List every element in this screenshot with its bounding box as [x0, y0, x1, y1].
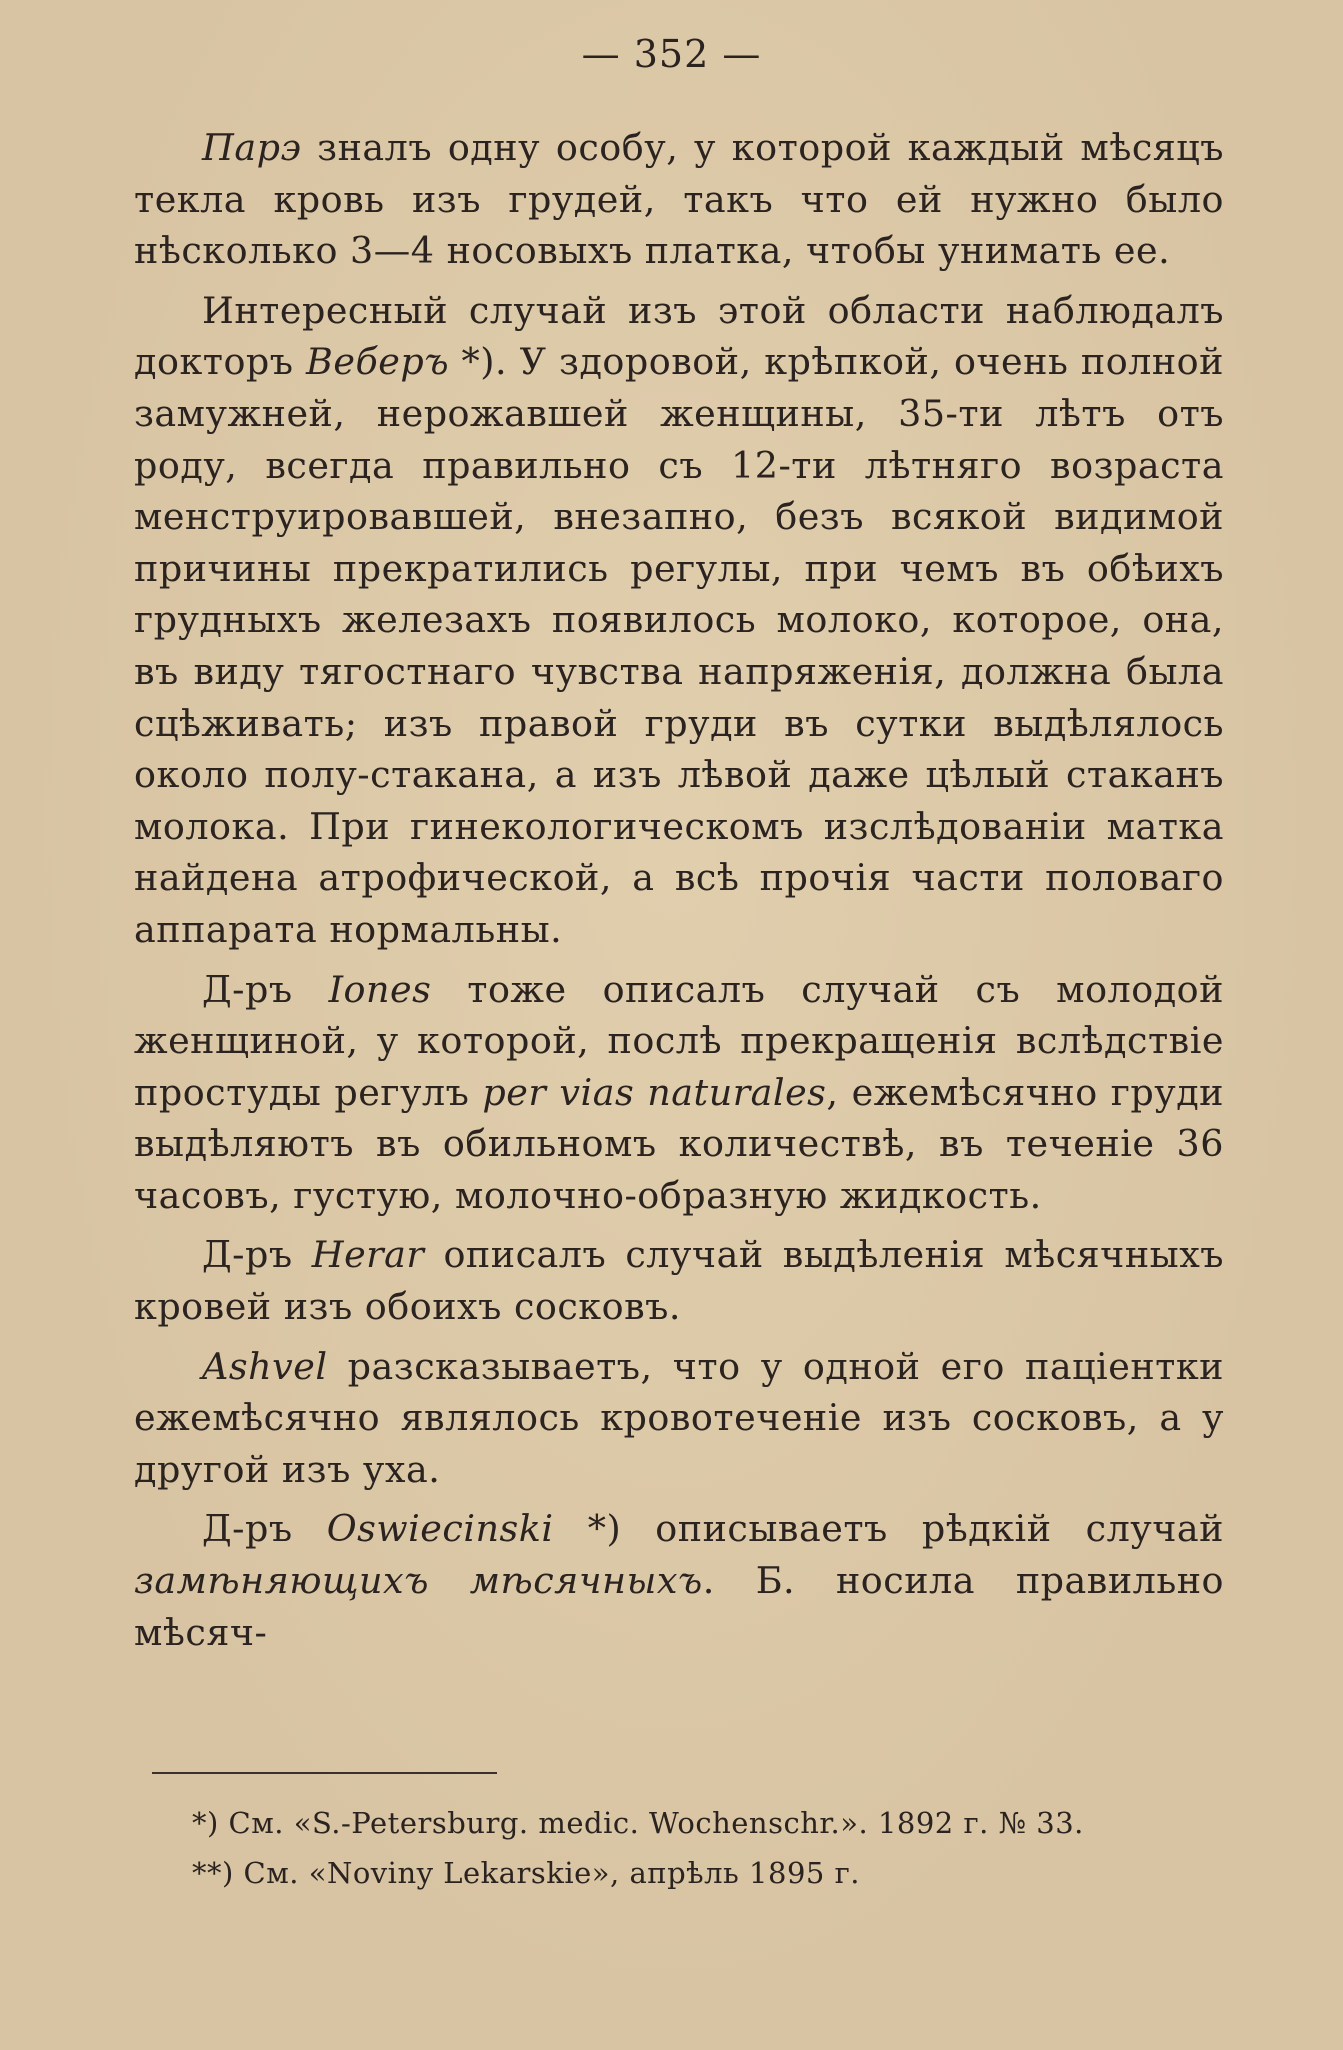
paragraph-text: тоже описалъ случай съ молодой женщиной, у которой, послѣ прекращенія вслѣдствіе простуды регулъ — [134, 967, 1224, 1114]
paragraph-text: описалъ случай выдѣленія мѣсячныхъ кровей изъ обоихъ сосковъ. — [134, 1233, 1225, 1329]
paragraph-text: Интересный случай изъ этой области наблюдалъ докторъ — [134, 288, 1224, 384]
paragraph-text: Д-ръ — [202, 1233, 312, 1277]
latin-phrase: per vias naturales — [482, 1070, 827, 1114]
author-name: Iones — [328, 967, 432, 1011]
paragraph-jones — [134, 964, 1224, 1222]
author-name: Oswiecinski — [326, 1507, 554, 1551]
author-name: Веберъ — [306, 340, 450, 384]
paragraph-text: разсказываетъ, что у одной его паціентки ежемѣсячно являлось кровотеченіе изъ сосковъ, а у другой изъ уха. — [134, 1344, 1224, 1491]
paragraph-pare — [134, 122, 1224, 277]
paragraph-text: *). У здоровой, крѣпкой, очень полной замужней, нерожавшей женщины, 35-ти лѣтъ отъ роду, всегда правильно съ 12-ти лѣтняго возраста менструировавшей, внезапно, безъ всякой видимой причины прекратились регулы, при чемъ въ обѣихъ грудныхъ железахъ появилось молоко, которое, она, въ виду тягостнаго чувства напряженія, должна была сцѣживать; изъ правой груди въ сутки выдѣлялось около полу-стакана, а изъ лѣвой даже цѣлый стаканъ молока. При гинекологическомъ изслѣдованіи матка найдена атрофической, а всѣ прочія части половаго аппарата нормальны. — [134, 340, 1224, 951]
author-name: Парэ — [202, 126, 302, 169]
footnote-1: *) См. «S.-Petersburg. medic. Wochenschr.». 1892 г. № 33. — [192, 1806, 1084, 1840]
footnote-divider — [152, 1772, 497, 1774]
paragraph-text: *) описываетъ рѣдкій случай — [553, 1507, 1224, 1551]
body-text — [134, 122, 1224, 1666]
author-name: Ashvel — [202, 1344, 328, 1388]
paragraph-weber — [134, 285, 1224, 956]
paragraph-text: Д-ръ — [202, 1507, 327, 1551]
footnotes — [192, 1798, 1192, 1898]
paragraph-text: Д-ръ — [202, 967, 329, 1011]
italic-phrase: замѣняющихъ мѣсячныхъ — [134, 1559, 703, 1603]
paragraph-ashvel — [134, 1341, 1224, 1496]
paragraph-text: , ежемѣсячно груди выдѣляютъ въ обильномъ количествѣ, въ теченіе 36 часовъ, густую, молочно-образную жидкость. — [134, 1070, 1225, 1217]
paragraph-oswiecinski — [134, 1503, 1224, 1658]
footnote-2: **) См. «Noviny Lekarskie», апрѣль 1895 г. — [192, 1856, 860, 1890]
paragraph-text: зналъ одну особу, у которой каждый мѣсяцъ текла кровь изъ грудей, такъ что ей нужно было нѣсколько 3—4 носовыхъ платка, чтобы унимать ее. — [134, 126, 1224, 273]
paragraph-herar — [134, 1229, 1224, 1332]
page-number: — 352 — — [581, 32, 762, 76]
author-name: Herar — [311, 1233, 425, 1277]
paragraph-text: . Б. носила правильно мѣсяч- — [134, 1559, 1225, 1654]
